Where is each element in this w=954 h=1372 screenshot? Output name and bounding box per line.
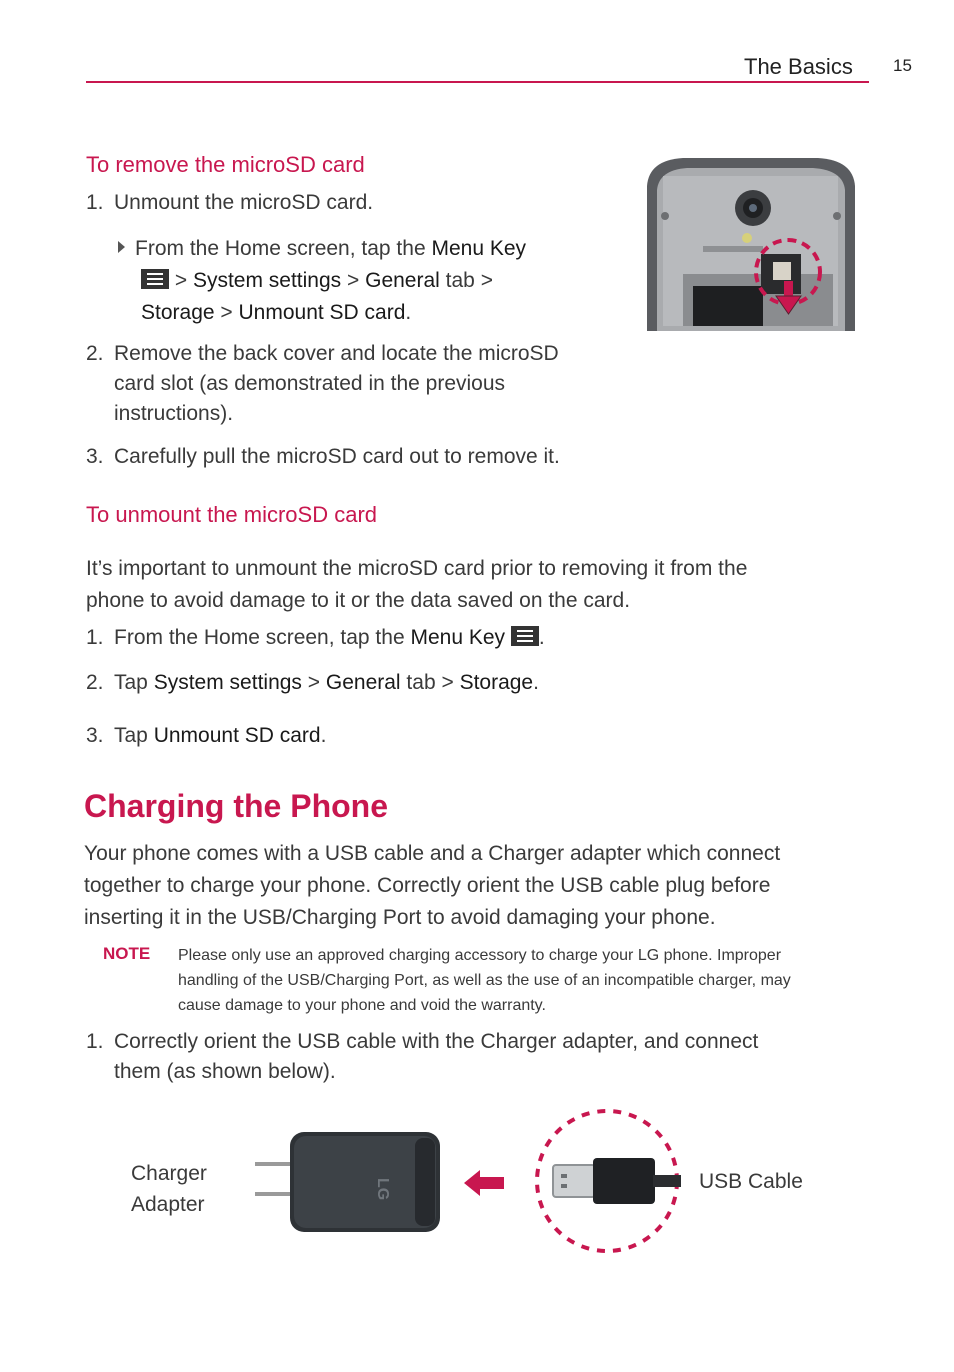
lg-logo-text: LG: [374, 1178, 391, 1201]
unmount-step-1: [86, 623, 545, 653]
remove-step-1: [86, 188, 373, 218]
step-number: 3.: [86, 724, 104, 747]
unmount-heading: To unmount the microSD card: [86, 502, 378, 527]
unmount-intro: [86, 553, 876, 617]
bullet-text: From the Home screen, tap the: [135, 237, 432, 260]
system-settings-label: System settings: [192, 269, 342, 292]
step-text: Tap: [114, 724, 154, 747]
usb-cable-caption: USB Cable: [699, 1170, 803, 1193]
general-label: General: [325, 671, 401, 694]
punctuation: .: [405, 301, 412, 324]
charging-intro: [84, 838, 884, 934]
intro-line: together to charge your phone. Correctly orient the USB cable plug before: [84, 874, 771, 897]
caption-line: Charger: [131, 1162, 207, 1185]
punctuation: .: [538, 626, 545, 649]
step-number: 3.: [86, 445, 104, 468]
caption-line: Adapter: [131, 1193, 205, 1216]
remove-heading: To remove the microSD card: [86, 152, 365, 177]
step-number: 2.: [86, 671, 104, 694]
intro-line: Your phone comes with a USB cable and a Charger adapter which connect: [84, 842, 781, 865]
menu-key-icon: [141, 269, 169, 289]
note-line: cause damage to your phone and void the warranty.: [178, 997, 546, 1014]
unmount-label: Unmount SD card: [153, 724, 321, 747]
bullet-triangle-icon: [118, 241, 125, 253]
menu-key-icon: [511, 626, 539, 646]
general-label: General: [365, 269, 440, 292]
step-number: 1.: [86, 191, 104, 214]
charging-step-1: [86, 1027, 876, 1087]
step-line: Correctly orient the USB cable with the Charger adapter, and connect: [114, 1030, 759, 1053]
separator: >: [214, 301, 239, 324]
unmount-label: Unmount SD card: [238, 301, 406, 324]
step-number: 1.: [86, 1030, 104, 1053]
intro-line: inserting it in the USB/Charging Port to avoid damaging your phone.: [84, 906, 716, 929]
note-text: [178, 943, 868, 1018]
separator: >: [169, 269, 193, 292]
intro-line: It’s important to unmount the microSD card prior to removing it from the: [86, 557, 748, 580]
note-label: NOTE: [103, 944, 151, 963]
running-header: The Basics: [744, 54, 853, 79]
step-text: Carefully pull the microSD card out to remove it.: [114, 445, 560, 468]
intro-line: phone to avoid damage to it or the data saved on the card.: [86, 589, 631, 612]
remove-step-2: [86, 339, 626, 429]
unmount-step-2: [86, 668, 539, 698]
usb-cable-illustration: [533, 1108, 683, 1254]
step-line: instructions).: [114, 402, 234, 425]
step-line: them (as shown below).: [114, 1060, 336, 1083]
step-line: Remove the back cover and locate the microSD: [114, 342, 559, 365]
charger-adapter-illustration: [250, 1126, 445, 1236]
menu-key-label: Menu Key: [431, 237, 527, 260]
step-text: From the Home screen, tap the: [114, 626, 411, 649]
connect-arrow-icon: [462, 1168, 506, 1198]
system-settings-label: System settings: [153, 671, 302, 694]
menu-key-label: Menu Key: [410, 626, 506, 649]
punctuation: .: [320, 724, 327, 747]
separator: >: [341, 269, 366, 292]
separator: tab >: [400, 671, 460, 694]
separator: tab >: [439, 269, 493, 292]
remove-bullet: [118, 233, 598, 329]
step-number: 2.: [86, 342, 104, 365]
page-number: 15: [893, 56, 912, 75]
header-rule: [86, 81, 869, 83]
note-line: Please only use an approved charging accessory to charge your LG phone. Improper: [178, 947, 782, 964]
unmount-step-3: [86, 721, 326, 751]
remove-step-3: [86, 442, 560, 472]
step-line: card slot (as demonstrated in the previous: [114, 372, 506, 395]
storage-label: Storage: [141, 301, 215, 324]
phone-back-photo: [643, 156, 858, 331]
section-title: Charging the Phone: [84, 788, 388, 824]
step-text: Unmount the microSD card.: [114, 191, 374, 214]
storage-label: Storage: [459, 671, 534, 694]
charger-adapter-caption: [131, 1158, 207, 1220]
step-text: Tap: [114, 671, 154, 694]
note-line: handling of the USB/Charging Port, as well as the use of an incompatible charger, may: [178, 972, 791, 989]
punctuation: .: [533, 671, 539, 694]
separator: >: [301, 671, 326, 694]
step-number: 1.: [86, 626, 104, 649]
